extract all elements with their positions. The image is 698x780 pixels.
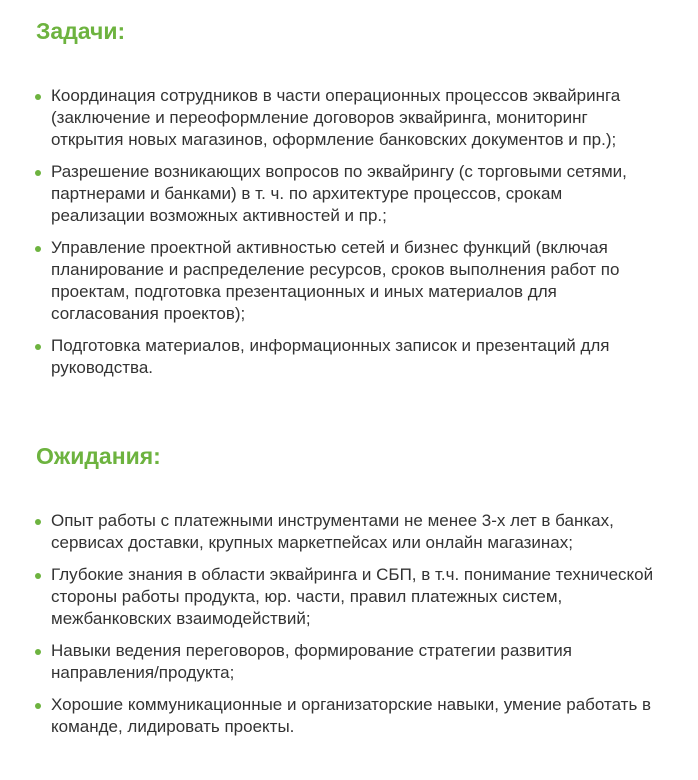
list-item xyxy=(0,161,698,227)
list-item-text: Навыки ведения переговоров, формирование стратегии развития направления/продукта; xyxy=(51,641,572,682)
list-item xyxy=(0,335,698,379)
bullet-icon xyxy=(35,649,41,655)
tasks-heading: Задачи: xyxy=(36,18,126,44)
list-item xyxy=(0,640,698,684)
expectations-list xyxy=(0,510,698,748)
list-item-text: Координация сотрудников в части операционных процессов эквайринга (заключение и переоформление договоров эквайринга, мониторинг открытия новых магазинов, оформление банковских документов и пр.); xyxy=(51,86,621,149)
list-item-text: Подготовка материалов, информационных записок и презентаций для руководства. xyxy=(51,336,610,377)
list-item xyxy=(0,510,698,554)
list-item-text: Управление проектной активностью сетей и бизнес функций (включая планирование и распределение ресурсов, сроков выполнения работ по проектам, подготовка презентационных и иных материалов для согласования проектов); xyxy=(51,238,620,323)
list-item xyxy=(0,237,698,325)
bullet-icon xyxy=(35,246,41,252)
bullet-icon xyxy=(35,573,41,579)
bullet-icon xyxy=(35,344,41,350)
list-item-text: Разрешение возникающих вопросов по эквайрингу (с торговыми сетями, партнерами и банками) в т. ч. по архитектуре процессов, срокам реализации возможных активностей и пр.; xyxy=(51,162,627,225)
list-item xyxy=(0,694,698,738)
bullet-icon xyxy=(35,94,41,100)
bullet-icon xyxy=(35,170,41,176)
list-item xyxy=(0,85,698,151)
list-item-text: Глубокие знания в области эквайринга и СБП, в т.ч. понимание технической стороны работы продукта, юр. части, правил платежных систем, межбанковских взаимодействий; xyxy=(51,565,654,628)
tasks-list xyxy=(0,85,698,389)
expectations-heading: Ожидания: xyxy=(36,443,161,469)
bullet-icon xyxy=(35,519,41,525)
bullet-icon xyxy=(35,703,41,709)
list-item xyxy=(0,564,698,630)
list-item-text: Хорошие коммуникационные и организаторские навыки, умение работать в команде, лидировать проекты. xyxy=(51,695,652,736)
list-item-text: Опыт работы с платежными инструментами не менее 3-х лет в банках, сервисах доставки, крупных маркетпейсах или онлайн магазинах; xyxy=(51,511,614,552)
